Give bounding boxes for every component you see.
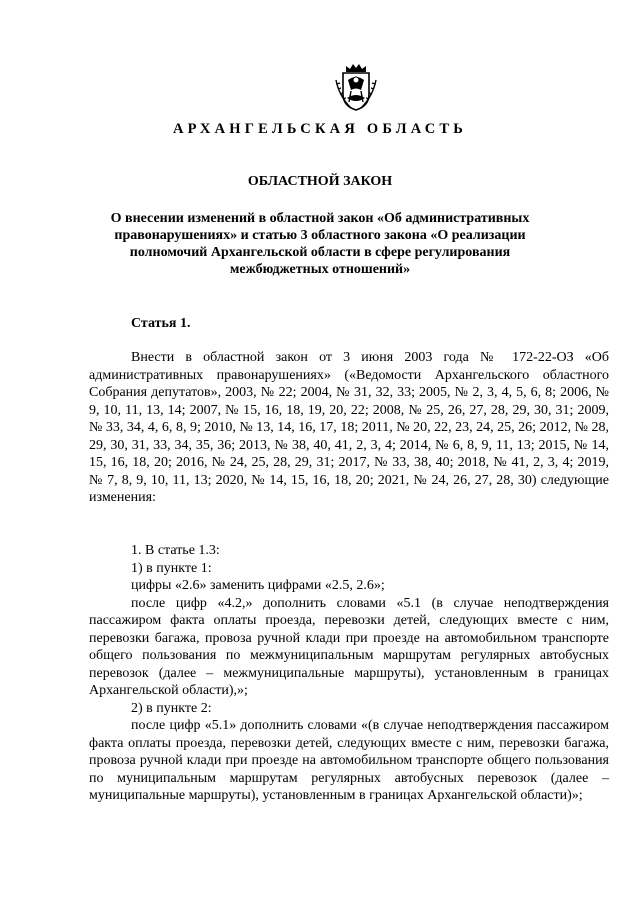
article-intro-paragraph: [89, 349, 609, 507]
item-1-2-heading: 2) в пункте 2:: [131, 700, 212, 716]
item-1-1-b: после цифр «4.2,» дополнить словами «5.1 (в случае неподтверждения пассажиром факта оплаты проезда, перевозки детей, следующих вместе с ним, перевозки багажа, провоза ручной клади при проезде на автомобильном транспорте общего пользования по межмуниципальным маршрутам регулярных автобусных перевозок (далее – межмуниципальные маршруты), установленным в границах Архангельской области),»;: [89, 595, 609, 698]
item-1-1-a: цифры «2.6» заменить цифрами «2.5, 2.6»;: [131, 578, 385, 593]
item-1-heading: 1. В статье 1.3:: [131, 543, 220, 558]
amendments-list: [89, 542, 609, 805]
item-1-1-heading: 1) в пункте 1:: [131, 560, 212, 576]
item-1-2-a: после цифр «5.1» дополнить словами «(в случае неподтверждения пассажиром факта оплаты проезда, перевозки детей, следующих вместе с ним, перевозки багажа, провоза ручной клади при проезде на автомобильном транспорте общего пользования по муниципальным маршрутам регулярных автобусных перевозок (далее – муниципальные маршруты), установленным в границах Архангельской области)»;: [89, 718, 609, 803]
arkhangelsk-coat-of-arms-icon: [333, 60, 379, 112]
document-title: О внесении изменений в областной закон «Об административных правонарушениях» и статью 3 областного закона «О реализации полномочий Архангельской области в сфере регулирования межбюджетных отношений»: [110, 211, 530, 277]
document-type: ОБЛАСТНОЙ ЗАКОН: [247, 174, 393, 189]
article-intro-text: Внести в областной закон от 3 июня 2003 года № 172-22-ОЗ «Об административных правонарушениях» («Ведомости Архангельского областного Собрания депутатов», 2003, № 22; 2004, № 31, 32, 33; 2005, № 2, 3, 4, 5, 6, 8; 2006, № 9, 10, 11, 13, 14; 2007, № 15, 16, 18, 19, 20, 22; 2008, № 25, 26, 27, 28, 29, 30, 31; 2009, № 33, 34, 4, 6, 8, 9; 2010, № 13, 14, 16, 17, 18; 2011, № 20, 22, 23, 24, 25, 26; 2012, № 28, 29, 30, 31, 33, 34, 35, 36; 2013, № 38, 40, 41, 2, 3, 4; 2014, № 6, 8, 9, 11, 13; 2015, № 14, 15, 16, 18, 20; 2016, № 24, 25, 28, 29, 31; 2017, № 33, 38, 40; 2018, № 41, 2, 3, 4; 2019, № 7, 8, 9, 10, 11, 13; 2020, № 14, 15, 16, 18, 20; 2021, № 24, 26, 27, 28, 30) следующие изменения:: [89, 350, 609, 505]
article-title: Статья 1.: [131, 316, 191, 331]
region-name: АРХАНГЕЛЬСКАЯ ОБЛАСТЬ: [172, 121, 468, 137]
